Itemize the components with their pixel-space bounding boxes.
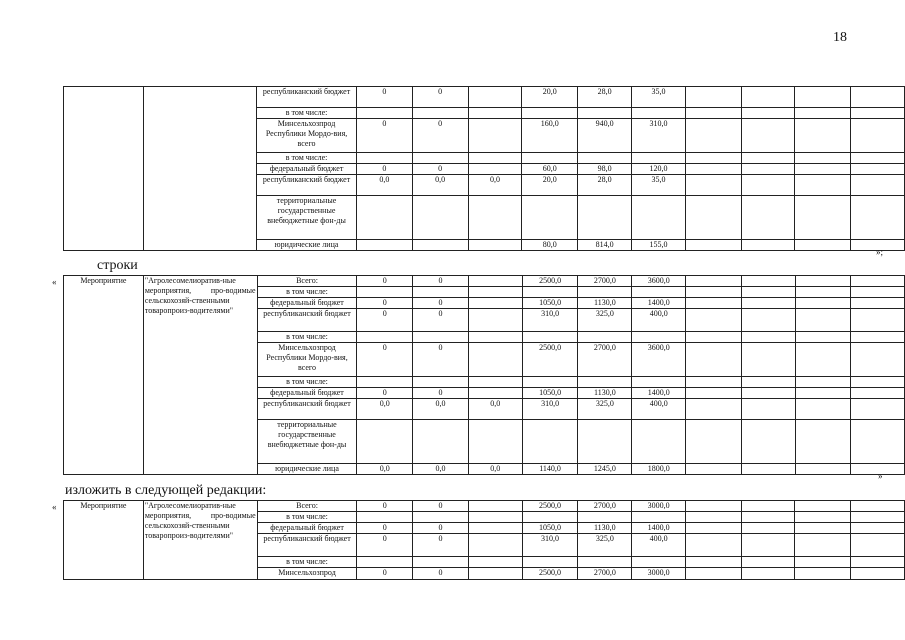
- value-cell: [741, 512, 795, 523]
- value-cell: [741, 175, 795, 196]
- value-cell: 0: [413, 501, 469, 512]
- value-cell: 0: [413, 309, 469, 332]
- value-cell: [413, 332, 469, 343]
- value-cell: [741, 153, 795, 164]
- value-cell: [795, 309, 851, 332]
- value-cell: [795, 377, 851, 388]
- value-cell: 814,0: [578, 240, 632, 251]
- value-cell: [632, 153, 686, 164]
- value-cell: [522, 153, 578, 164]
- value-cell: [468, 501, 522, 512]
- value-cell: [795, 153, 851, 164]
- value-cell: [795, 108, 851, 119]
- value-cell: 0: [356, 119, 412, 153]
- value-cell: 1130,0: [578, 388, 632, 399]
- value-cell: 1050,0: [522, 523, 578, 534]
- value-cell: [686, 534, 742, 557]
- value-cell: [851, 153, 905, 164]
- value-cell: [795, 119, 851, 153]
- value-cell: [356, 196, 412, 240]
- value-cell: [741, 240, 795, 251]
- value-cell: [357, 557, 413, 568]
- value-cell: [413, 377, 469, 388]
- value-cell: 0: [413, 276, 469, 287]
- row-label: Минсельхозпрод Республики Мордо-вия, всего: [257, 343, 357, 377]
- value-cell: [578, 557, 632, 568]
- value-cell: 0: [357, 388, 413, 399]
- value-cell: 325,0: [578, 399, 632, 420]
- event-type-cell: Мероприятие: [64, 501, 144, 580]
- value-cell: [632, 377, 686, 388]
- value-cell: [468, 164, 522, 175]
- value-cell: [685, 240, 741, 251]
- value-cell: 0: [357, 534, 413, 557]
- row-label: федеральный бюджет: [257, 388, 357, 399]
- event-name-cell: "Агролесомелиоратив-ные мероприятия, про-водимые сельскохозяй-ственными товаропроиз-водителями": [143, 276, 257, 475]
- value-cell: [851, 119, 905, 153]
- value-cell: 60,0: [522, 164, 578, 175]
- value-cell: [741, 309, 795, 332]
- row-label: Минсельхозпрод: [257, 568, 357, 580]
- value-cell: [685, 108, 741, 119]
- value-cell: [685, 164, 741, 175]
- table-row: [64, 501, 905, 512]
- value-cell: 1140,0: [522, 464, 578, 475]
- value-cell: [795, 276, 851, 287]
- value-cell: [357, 512, 413, 523]
- value-cell: [741, 276, 795, 287]
- value-cell: 0: [413, 568, 469, 580]
- value-cell: [686, 501, 742, 512]
- value-cell: 28,0: [578, 87, 632, 108]
- row-label: федеральный бюджет: [257, 298, 357, 309]
- value-cell: 0: [357, 276, 413, 287]
- value-cell: 28,0: [578, 175, 632, 196]
- value-cell: 310,0: [522, 534, 578, 557]
- value-cell: 1050,0: [522, 388, 578, 399]
- value-cell: [741, 298, 795, 309]
- value-cell: [851, 332, 905, 343]
- opening-quote-3: «: [52, 502, 57, 512]
- value-cell: 2700,0: [578, 501, 632, 512]
- value-cell: 1245,0: [578, 464, 632, 475]
- value-cell: [522, 557, 578, 568]
- value-cell: [468, 87, 522, 108]
- value-cell: [468, 108, 522, 119]
- value-cell: [632, 108, 686, 119]
- value-cell: 0: [413, 388, 469, 399]
- row-label: федеральный бюджет: [257, 164, 357, 175]
- value-cell: 80,0: [522, 240, 578, 251]
- value-cell: 0: [413, 343, 469, 377]
- value-cell: 3600,0: [632, 276, 686, 287]
- value-cell: [578, 153, 632, 164]
- value-cell: [686, 309, 742, 332]
- row-label: в том числе:: [257, 332, 357, 343]
- value-cell: [413, 420, 469, 464]
- value-cell: [741, 388, 795, 399]
- value-cell: 1800,0: [632, 464, 686, 475]
- event-type-cell: Мероприятие: [64, 276, 144, 475]
- value-cell: [795, 464, 851, 475]
- value-cell: 2500,0: [522, 343, 578, 377]
- value-cell: [685, 196, 741, 240]
- value-cell: [741, 164, 795, 175]
- value-cell: [522, 512, 578, 523]
- closing-quote-1: »;: [876, 247, 884, 257]
- value-cell: 0: [413, 523, 469, 534]
- row-label: в том числе:: [257, 512, 357, 523]
- value-cell: [851, 399, 905, 420]
- value-cell: [795, 501, 851, 512]
- value-cell: [686, 298, 742, 309]
- value-cell: 20,0: [522, 175, 578, 196]
- value-cell: 0,0: [357, 464, 413, 475]
- value-cell: [522, 377, 578, 388]
- value-cell: [468, 276, 522, 287]
- value-cell: [851, 108, 905, 119]
- value-cell: [468, 568, 522, 580]
- value-cell: [741, 523, 795, 534]
- value-cell: 2500,0: [522, 568, 578, 580]
- value-cell: 310,0: [522, 309, 578, 332]
- value-cell: [851, 276, 905, 287]
- value-cell: 0: [412, 119, 468, 153]
- value-cell: [851, 298, 905, 309]
- value-cell: [795, 568, 851, 580]
- budget-table-old: [63, 275, 905, 475]
- value-cell: [357, 287, 413, 298]
- value-cell: [686, 276, 742, 287]
- value-cell: [468, 196, 522, 240]
- row-label: юридические лица: [257, 464, 357, 475]
- value-cell: [686, 388, 742, 399]
- value-cell: [741, 196, 795, 240]
- value-cell: [578, 108, 632, 119]
- value-cell: 0: [357, 298, 413, 309]
- row-label: федеральный бюджет: [257, 523, 357, 534]
- event-name-cell: "Агролесомелиоратив-ные мероприятия, про-водимые сельскохозяй-ственными товаропроиз-водителями": [143, 501, 257, 580]
- value-cell: [795, 87, 851, 108]
- value-cell: [632, 557, 686, 568]
- value-cell: [468, 523, 522, 534]
- value-cell: [795, 534, 851, 557]
- value-cell: 35,0: [632, 87, 686, 108]
- value-cell: 1400,0: [632, 523, 686, 534]
- value-cell: [686, 464, 742, 475]
- value-cell: 0: [356, 164, 412, 175]
- value-cell: [795, 298, 851, 309]
- value-cell: 325,0: [578, 309, 632, 332]
- value-cell: [468, 240, 522, 251]
- value-cell: [522, 287, 578, 298]
- value-cell: 940,0: [578, 119, 632, 153]
- row-label: в том числе:: [257, 153, 357, 164]
- value-cell: [412, 240, 468, 251]
- value-cell: [741, 464, 795, 475]
- value-cell: [357, 332, 413, 343]
- value-cell: [795, 164, 851, 175]
- row-label: в том числе:: [257, 557, 357, 568]
- value-cell: 0,0: [468, 175, 522, 196]
- value-cell: [468, 119, 522, 153]
- row-label: Всего:: [257, 276, 357, 287]
- value-cell: [795, 557, 851, 568]
- value-cell: [795, 240, 851, 251]
- budget-table-continuation: [63, 86, 905, 251]
- value-cell: [468, 512, 522, 523]
- row-label: в том числе:: [257, 287, 357, 298]
- value-cell: [686, 568, 742, 580]
- page-number: 18: [833, 30, 847, 45]
- value-cell: 35,0: [632, 175, 686, 196]
- value-cell: 0: [356, 87, 412, 108]
- value-cell: 0: [412, 87, 468, 108]
- value-cell: [522, 196, 578, 240]
- value-cell: [851, 512, 905, 523]
- value-cell: [356, 108, 412, 119]
- value-cell: [741, 534, 795, 557]
- value-cell: 155,0: [632, 240, 686, 251]
- value-cell: 325,0: [578, 534, 632, 557]
- value-cell: [357, 377, 413, 388]
- value-cell: [578, 332, 632, 343]
- value-cell: 2700,0: [578, 276, 632, 287]
- row-label: республиканский бюджет: [257, 309, 357, 332]
- row-label: республиканский бюджет: [257, 87, 357, 108]
- value-cell: [357, 420, 413, 464]
- value-cell: 0,0: [468, 399, 522, 420]
- row-label: в том числе:: [257, 108, 357, 119]
- value-cell: [741, 108, 795, 119]
- caption-edit: изложить в следующей редакции:: [65, 483, 267, 498]
- value-cell: 2500,0: [522, 501, 578, 512]
- value-cell: [632, 332, 686, 343]
- value-cell: 400,0: [632, 309, 686, 332]
- value-cell: [468, 153, 522, 164]
- value-cell: 400,0: [632, 534, 686, 557]
- value-cell: 0,0: [356, 175, 412, 196]
- row-label: республиканский бюджет: [257, 534, 357, 557]
- value-cell: 3000,0: [632, 568, 686, 580]
- value-cell: 0: [413, 298, 469, 309]
- value-cell: [578, 196, 632, 240]
- value-cell: [468, 557, 522, 568]
- value-cell: [686, 557, 742, 568]
- value-cell: [632, 420, 686, 464]
- row-label: юридические лица: [257, 240, 357, 251]
- value-cell: [851, 309, 905, 332]
- blank-cell: [64, 87, 144, 251]
- value-cell: [851, 388, 905, 399]
- value-cell: [851, 568, 905, 580]
- value-cell: [685, 153, 741, 164]
- value-cell: [522, 420, 578, 464]
- row-label: республиканский бюджет: [257, 399, 357, 420]
- value-cell: 0,0: [413, 399, 469, 420]
- value-cell: 0: [357, 343, 413, 377]
- value-cell: 3000,0: [632, 501, 686, 512]
- value-cell: [412, 108, 468, 119]
- row-label: территориальные государственные внебюджетные фон-ды: [257, 196, 357, 240]
- value-cell: [632, 196, 686, 240]
- value-cell: [851, 534, 905, 557]
- value-cell: [686, 377, 742, 388]
- value-cell: [413, 557, 469, 568]
- value-cell: 310,0: [632, 119, 686, 153]
- value-cell: [851, 175, 905, 196]
- value-cell: [686, 512, 742, 523]
- value-cell: [795, 388, 851, 399]
- value-cell: [851, 557, 905, 568]
- value-cell: 1400,0: [632, 388, 686, 399]
- value-cell: [468, 377, 522, 388]
- value-cell: 0: [357, 501, 413, 512]
- value-cell: [795, 420, 851, 464]
- value-cell: [686, 523, 742, 534]
- value-cell: 20,0: [522, 87, 578, 108]
- value-cell: [412, 153, 468, 164]
- value-cell: 1130,0: [578, 298, 632, 309]
- value-cell: [686, 343, 742, 377]
- value-cell: [522, 108, 578, 119]
- value-cell: [356, 240, 412, 251]
- value-cell: [851, 196, 905, 240]
- value-cell: [522, 332, 578, 343]
- value-cell: [851, 523, 905, 534]
- value-cell: [795, 399, 851, 420]
- value-cell: 0: [413, 534, 469, 557]
- value-cell: [851, 87, 905, 108]
- row-label: республиканский бюджет: [257, 175, 357, 196]
- value-cell: [851, 377, 905, 388]
- value-cell: 1050,0: [522, 298, 578, 309]
- value-cell: [578, 287, 632, 298]
- value-cell: 2700,0: [578, 343, 632, 377]
- value-cell: [685, 119, 741, 153]
- value-cell: [795, 287, 851, 298]
- value-cell: [413, 287, 469, 298]
- value-cell: [741, 501, 795, 512]
- value-cell: [468, 309, 522, 332]
- value-cell: [686, 399, 742, 420]
- value-cell: [356, 153, 412, 164]
- value-cell: 0,0: [357, 399, 413, 420]
- value-cell: 0: [357, 309, 413, 332]
- value-cell: [851, 164, 905, 175]
- value-cell: [412, 196, 468, 240]
- row-label: Всего:: [257, 501, 357, 512]
- table-row: [64, 87, 905, 108]
- value-cell: [468, 298, 522, 309]
- value-cell: [795, 196, 851, 240]
- value-cell: 2500,0: [522, 276, 578, 287]
- value-cell: 120,0: [632, 164, 686, 175]
- value-cell: [686, 332, 742, 343]
- caption-strings: строки: [97, 258, 138, 273]
- value-cell: 400,0: [632, 399, 686, 420]
- value-cell: [741, 420, 795, 464]
- value-cell: 2700,0: [578, 568, 632, 580]
- value-cell: [851, 287, 905, 298]
- value-cell: [851, 343, 905, 377]
- value-cell: [741, 343, 795, 377]
- value-cell: [468, 343, 522, 377]
- value-cell: 0: [357, 523, 413, 534]
- row-label: Минсельхозпрод Республики Мордо-вия, всего: [257, 119, 357, 153]
- value-cell: [578, 377, 632, 388]
- value-cell: [741, 332, 795, 343]
- value-cell: [741, 119, 795, 153]
- row-label: в том числе:: [257, 377, 357, 388]
- budget-table-new: [63, 500, 905, 580]
- value-cell: [795, 523, 851, 534]
- value-cell: 160,0: [522, 119, 578, 153]
- value-cell: [741, 87, 795, 108]
- value-cell: [685, 87, 741, 108]
- value-cell: [468, 388, 522, 399]
- value-cell: 98,0: [578, 164, 632, 175]
- value-cell: 1400,0: [632, 298, 686, 309]
- value-cell: [686, 420, 742, 464]
- value-cell: [741, 557, 795, 568]
- value-cell: 0,0: [413, 464, 469, 475]
- table-row: [64, 276, 905, 287]
- value-cell: [795, 512, 851, 523]
- value-cell: [468, 332, 522, 343]
- value-cell: [795, 343, 851, 377]
- value-cell: [632, 512, 686, 523]
- opening-quote-2: «: [52, 277, 57, 287]
- value-cell: [413, 512, 469, 523]
- value-cell: [632, 287, 686, 298]
- value-cell: [795, 332, 851, 343]
- closing-quote-2: »: [878, 471, 883, 481]
- value-cell: [851, 420, 905, 464]
- value-cell: [468, 287, 522, 298]
- value-cell: 3600,0: [632, 343, 686, 377]
- value-cell: [578, 512, 632, 523]
- value-cell: 310,0: [522, 399, 578, 420]
- blank-cell: [143, 87, 256, 251]
- value-cell: 0,0: [468, 464, 522, 475]
- value-cell: [741, 287, 795, 298]
- value-cell: [468, 420, 522, 464]
- value-cell: [741, 568, 795, 580]
- value-cell: [468, 534, 522, 557]
- value-cell: [686, 287, 742, 298]
- value-cell: [795, 175, 851, 196]
- row-label: территориальные государственные внебюджетные фон-ды: [257, 420, 357, 464]
- value-cell: 0: [412, 164, 468, 175]
- value-cell: [578, 420, 632, 464]
- value-cell: [685, 175, 741, 196]
- value-cell: 0,0: [412, 175, 468, 196]
- value-cell: 0: [357, 568, 413, 580]
- value-cell: 1130,0: [578, 523, 632, 534]
- value-cell: [741, 399, 795, 420]
- value-cell: [851, 501, 905, 512]
- value-cell: [741, 377, 795, 388]
